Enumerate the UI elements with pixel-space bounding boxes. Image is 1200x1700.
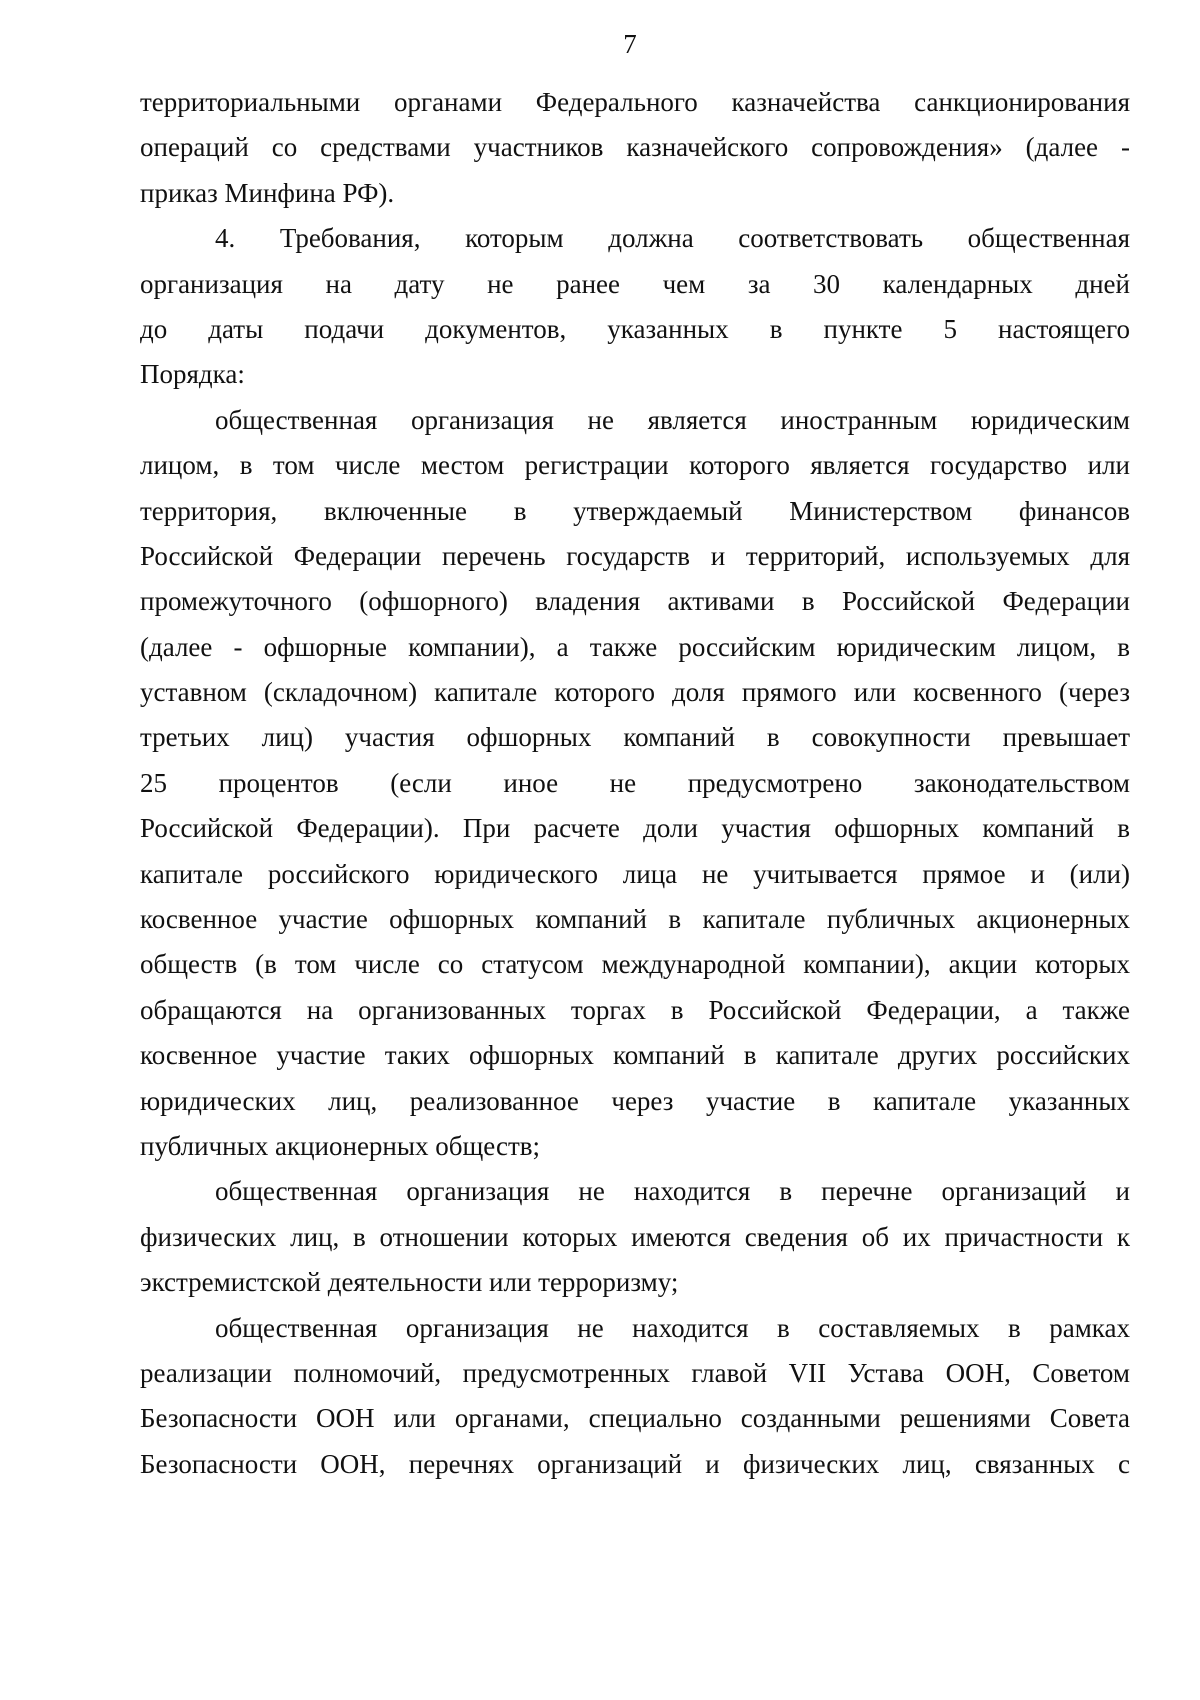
paragraph-line: косвенное участие офшорных компаний в капитале публичных акционерных bbox=[140, 904, 1130, 935]
paragraph-line: Российской Федерации). При расчете доли участия офшорных компаний в bbox=[140, 813, 1130, 844]
paragraph-line: капитале российского юридического лица не учитывается прямое и (или) bbox=[140, 858, 1130, 889]
paragraph bbox=[140, 398, 1130, 1170]
paragraph-line: Российской Федерации перечень государств и территорий, используемых для bbox=[140, 540, 1130, 571]
paragraph bbox=[140, 1169, 1130, 1305]
paragraph-line: экстремистской деятельности или терроризму; bbox=[140, 1267, 679, 1298]
paragraph-line: публичных акционерных обществ; bbox=[140, 1130, 540, 1161]
paragraph bbox=[140, 1306, 1130, 1488]
paragraph-line: общественная организация не находится в перечне организаций и bbox=[215, 1176, 1130, 1207]
paragraph-line: реализации полномочий, предусмотренных главой VII Устава ООН, Советом bbox=[140, 1357, 1130, 1388]
paragraph-line: до даты подачи документов, указанных в пункте 5 настоящего bbox=[140, 313, 1130, 344]
paragraph-line: 4. Требования, которым должна соответствовать общественная bbox=[215, 223, 1130, 254]
paragraph-line: (далее - офшорные компании), а также российским юридическим лицом, в bbox=[140, 631, 1130, 662]
document-body bbox=[140, 80, 1130, 1487]
paragraph-line: промежуточного (офшорного) владения активами в Российской Федерации bbox=[140, 586, 1130, 617]
paragraph-line: Безопасности ООН или органами, специально созданными решениями Совета bbox=[140, 1403, 1130, 1434]
paragraph-line: уставном (складочном) капитале которого доля прямого или косвенного (через bbox=[140, 677, 1130, 708]
paragraph-line: 25 процентов (если иное не предусмотрено законодательством bbox=[140, 767, 1130, 798]
paragraph-line: юридических лиц, реализованное через участие в капитале указанных bbox=[140, 1085, 1130, 1116]
paragraph-line: косвенное участие таких офшорных компаний в капитале других российских bbox=[140, 1040, 1130, 1071]
paragraph-line: физических лиц, в отношении которых имеются сведения об их причастности к bbox=[140, 1221, 1130, 1252]
paragraph-line: Порядка: bbox=[140, 359, 245, 390]
paragraph-line: лицом, в том числе местом регистрации которого является государство или bbox=[140, 450, 1130, 481]
paragraph-line: обращаются на организованных торгах в Российской Федерации, а также bbox=[140, 994, 1130, 1025]
paragraph-line: приказ Минфина РФ). bbox=[140, 177, 395, 208]
paragraph-line: операций со средствами участников казначейского сопровождения» (далее - bbox=[140, 132, 1130, 163]
paragraph-line: территориальными органами Федерального казначейства санкционирования bbox=[140, 87, 1130, 117]
paragraph-line: общественная организация не является иностранным юридическим bbox=[215, 404, 1130, 435]
paragraph-line: Безопасности ООН, перечнях организаций и физических лиц, связанных с bbox=[140, 1448, 1130, 1479]
paragraph-line: организация на дату не ранее чем за 30 календарных дней bbox=[140, 268, 1130, 299]
paragraph-line: территория, включенные в утверждаемый Министерством финансов bbox=[140, 495, 1130, 526]
page-number: 7 bbox=[623, 29, 637, 59]
paragraph-line: обществ (в том числе со статусом международной компании), акции которых bbox=[140, 949, 1130, 980]
paragraph bbox=[140, 80, 1130, 216]
paragraph bbox=[140, 216, 1130, 398]
paragraph-line: третьих лиц) участия офшорных компаний в совокупности превышает bbox=[140, 722, 1130, 753]
paragraph-line: общественная организация не находится в составляемых в рамках bbox=[215, 1312, 1130, 1343]
